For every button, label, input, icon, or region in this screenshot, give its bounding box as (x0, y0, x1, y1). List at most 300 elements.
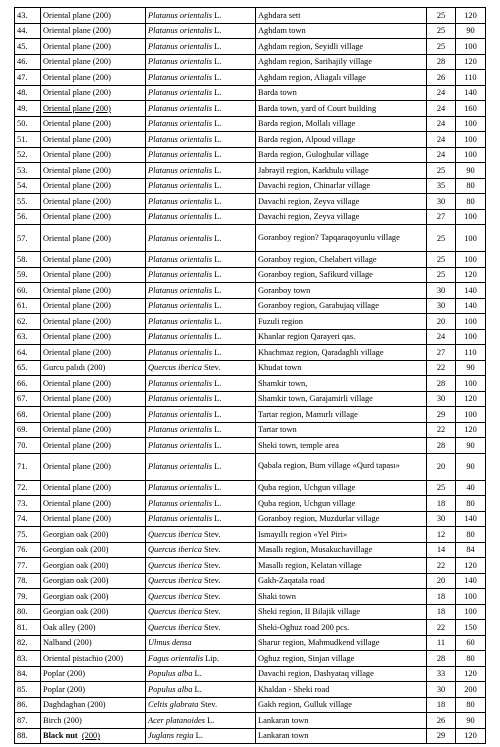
latin-name: Platanus orientalis (148, 483, 212, 493)
common-name: Oriental plane (200) (43, 378, 111, 388)
location-cell: Barda region, Alpoud village (256, 132, 427, 148)
girth-cell: 100 (456, 604, 486, 620)
height-cell: 33 (427, 666, 456, 682)
author-abbrev: L. (214, 498, 222, 508)
row-number-cell: 79. (15, 589, 41, 605)
row-number-cell: 47. (15, 70, 41, 86)
location-cell: Khanlar region Qarayeri qas. (256, 329, 427, 345)
girth-cell: 80 (456, 194, 486, 210)
row-number-cell: 75. (15, 527, 41, 543)
latin-name-cell (146, 376, 256, 392)
location-cell: Jabrayil region, Karkhulu village (256, 163, 427, 179)
author-abbrev: L. (214, 316, 222, 326)
height-cell: 22 (427, 360, 456, 376)
latin-name-cell (146, 194, 256, 210)
girth-cell: 90 (456, 163, 486, 179)
latin-name-cell (146, 147, 256, 163)
latin-name: Platanus orientalis (148, 425, 212, 435)
row-number-cell: 68. (15, 407, 41, 423)
common-name: Oriental plane (200) (43, 150, 111, 160)
latin-name-cell (146, 422, 256, 438)
row-number-cell: 48. (15, 85, 41, 101)
common-name-cell (41, 116, 146, 132)
location-cell: Aghdam region, Sarihajily village (256, 54, 427, 70)
author-abbrev: L. (214, 212, 222, 222)
common-name: Black nut (43, 731, 78, 741)
latin-name-cell (146, 39, 256, 55)
latin-name-cell (146, 589, 256, 605)
row-number-cell: 81. (15, 620, 41, 636)
latin-name-cell (146, 252, 256, 268)
latin-name: Platanus orientalis (148, 498, 212, 508)
latin-name-cell (146, 163, 256, 179)
girth-cell: 160 (456, 101, 486, 117)
common-name: Oriental plane (200) (43, 196, 111, 206)
common-name: Oriental plane (200) (43, 134, 111, 144)
latin-name: Platanus orientalis (148, 270, 212, 280)
latin-name: Platanus orientalis (148, 440, 212, 450)
common-name: Oriental plane (200) (43, 88, 111, 98)
row-number-cell: 53. (15, 163, 41, 179)
height-cell: 24 (427, 85, 456, 101)
table-row (15, 267, 486, 283)
author-abbrev: Stev. (200, 700, 218, 710)
latin-name-cell (146, 23, 256, 39)
latin-name: Quercus iberica (148, 607, 202, 617)
table-row (15, 697, 486, 713)
height-cell: 25 (427, 267, 456, 283)
author-abbrev: Stev. (203, 607, 221, 617)
height-cell: 27 (427, 209, 456, 225)
row-number-cell: 49. (15, 101, 41, 117)
author-abbrev: L. (214, 196, 222, 206)
common-name: Georgian oak (200) (43, 545, 109, 555)
location-cell: Davachi region, Chinarlar village (256, 178, 427, 194)
common-name: Oriental plane (200) (43, 41, 111, 51)
height-cell: 11 (427, 635, 456, 651)
author-abbrev: L. (214, 332, 222, 342)
location-cell: Davachi region, Zeyva village (256, 209, 427, 225)
author-abbrev: Stev. (203, 560, 221, 570)
author-abbrev: L. (214, 254, 222, 264)
latin-name: Platanus orientalis (148, 103, 212, 113)
latin-name-cell (146, 496, 256, 512)
height-cell: 14 (427, 542, 456, 558)
girth-cell: 100 (456, 252, 486, 268)
common-name-cell (41, 39, 146, 55)
row-number-cell: 85. (15, 682, 41, 698)
latin-name-cell (146, 314, 256, 330)
latin-name-cell (146, 651, 256, 667)
height-cell: 24 (427, 116, 456, 132)
author-abbrev: L. (207, 715, 215, 725)
latin-name: Platanus orientalis (148, 332, 212, 342)
row-number-cell: 63. (15, 329, 41, 345)
latin-name-cell (146, 345, 256, 361)
height-cell: 30 (427, 391, 456, 407)
latin-name-cell (146, 666, 256, 682)
table-row (15, 511, 486, 527)
height-cell: 27 (427, 345, 456, 361)
common-name: Oriental plane (200) (43, 10, 111, 20)
row-number-cell: 60. (15, 283, 41, 299)
height-cell: 22 (427, 422, 456, 438)
latin-name-cell (146, 209, 256, 225)
location-cell: Qabala region, Bum village «Qurd tapası» (256, 453, 427, 480)
common-name-cell (41, 391, 146, 407)
row-number-cell: 71. (15, 453, 41, 480)
row-number-cell: 45. (15, 39, 41, 55)
latin-name-cell (146, 697, 256, 713)
common-name-cell (41, 252, 146, 268)
girth-cell: 110 (456, 70, 486, 86)
common-name-cell (41, 453, 146, 480)
table-row (15, 314, 486, 330)
author-abbrev: L. (214, 301, 222, 311)
location-cell: Khachmaz region, Qaradaghlı village (256, 345, 427, 361)
common-name-cell (41, 682, 146, 698)
table-row (15, 604, 486, 620)
author-abbrev: L. (214, 440, 222, 450)
girth-cell: 80 (456, 697, 486, 713)
latin-name-cell (146, 620, 256, 636)
location-cell: Tartar town (256, 422, 427, 438)
row-number-cell: 44. (15, 23, 41, 39)
latin-name-cell (146, 682, 256, 698)
common-name-cell (41, 298, 146, 314)
row-number-cell: 61. (15, 298, 41, 314)
latin-name: Platanus orientalis (148, 285, 212, 295)
table-row (15, 480, 486, 496)
common-name: Georgian oak (200) (43, 607, 109, 617)
row-number-cell: 67. (15, 391, 41, 407)
latin-name-cell (146, 85, 256, 101)
common-name-cell (41, 558, 146, 574)
author-abbrev: Stev. (203, 591, 221, 601)
location-cell: Masallı region, Kelatan village (256, 558, 427, 574)
common-name: Oriental plane (200) (43, 514, 111, 524)
latin-name: Platanus orientalis (148, 57, 212, 67)
location-cell: Masallı region, Musakuchavillage (256, 542, 427, 558)
location-cell: Barda town, yard of Court building (256, 101, 427, 117)
row-number-cell: 64. (15, 345, 41, 361)
tree-register-table (14, 7, 486, 744)
author-abbrev: L. (214, 514, 222, 524)
latin-name: Acer platanoides (148, 715, 205, 725)
height-cell: 28 (427, 376, 456, 392)
girth-cell: 90 (456, 438, 486, 454)
common-name-cell (41, 345, 146, 361)
author-abbrev: L. (214, 10, 222, 20)
latin-name-cell (146, 101, 256, 117)
latin-name: Platanus orientalis (148, 212, 212, 222)
row-number-cell: 58. (15, 252, 41, 268)
row-number-cell: 82. (15, 635, 41, 651)
girth-cell: 120 (456, 54, 486, 70)
common-name: Oriental plane (200) (43, 57, 111, 67)
common-name: Birch (200) (43, 715, 82, 725)
common-name-cell (41, 8, 146, 24)
location-cell: Shamkir town, (256, 376, 427, 392)
girth-cell: 80 (456, 651, 486, 667)
girth-cell: 84 (456, 542, 486, 558)
common-name: Oriental plane (200) (43, 498, 111, 508)
common-name-cell (41, 573, 146, 589)
common-name-cell (41, 651, 146, 667)
row-number-cell: 59. (15, 267, 41, 283)
table-row (15, 225, 486, 252)
common-name-cell (41, 329, 146, 345)
girth-cell: 120 (456, 8, 486, 24)
table-row (15, 542, 486, 558)
location-cell: Shamkir town, Garajamirli village (256, 391, 427, 407)
author-abbrev: Stev. (203, 363, 221, 373)
girth-cell: 120 (456, 422, 486, 438)
row-number-cell: 54. (15, 178, 41, 194)
row-number-cell: 88. (15, 728, 41, 744)
latin-name-cell (146, 573, 256, 589)
table-row (15, 209, 486, 225)
location-cell: Fuzuli region (256, 314, 427, 330)
common-name-cell (41, 527, 146, 543)
common-name: Oriental plane (200) (43, 165, 111, 175)
author-abbrev: L. (214, 41, 222, 51)
table-row (15, 163, 486, 179)
latin-name: Platanus orientalis (148, 88, 212, 98)
location-cell: Goranboy region, Garabujaq village (256, 298, 427, 314)
common-name-cell (41, 70, 146, 86)
height-cell: 18 (427, 604, 456, 620)
height-cell: 12 (427, 527, 456, 543)
common-name-cell (41, 314, 146, 330)
row-number-cell: 80. (15, 604, 41, 620)
latin-name-cell (146, 178, 256, 194)
latin-name-cell (146, 728, 256, 744)
latin-name: Platanus orientalis (148, 119, 212, 129)
common-name: Oak alley (200) (43, 622, 96, 632)
table-row (15, 728, 486, 744)
height-cell: 24 (427, 329, 456, 345)
table-row (15, 101, 486, 117)
height-cell: 18 (427, 697, 456, 713)
common-name-cell (41, 267, 146, 283)
girth-cell: 120 (456, 558, 486, 574)
common-name: Oriental plane (200) (43, 347, 111, 357)
common-name-cell (41, 209, 146, 225)
height-cell: 26 (427, 713, 456, 729)
girth-cell: 100 (456, 314, 486, 330)
table-row (15, 635, 486, 651)
table-row (15, 252, 486, 268)
common-name-cell (41, 54, 146, 70)
latin-name: Celtis glabrata (148, 700, 199, 710)
height-cell: 20 (427, 573, 456, 589)
latin-name-cell (146, 453, 256, 480)
common-name: Oriental plane (200) (43, 26, 111, 36)
row-number-cell: 77. (15, 558, 41, 574)
author-abbrev: L. (194, 669, 202, 679)
location-cell: Lankaran town (256, 728, 427, 744)
common-name: Oriental plane (200) (43, 72, 111, 82)
girth-cell: 100 (456, 209, 486, 225)
author-abbrev: L. (214, 181, 222, 191)
location-cell: Quba region, Uchgun village (256, 496, 427, 512)
common-name: Oriental plane (200) (43, 212, 111, 222)
table-row (15, 329, 486, 345)
author-abbrev: Stev. (203, 576, 221, 586)
table-row (15, 573, 486, 589)
latin-name: Platanus orientalis (148, 394, 212, 404)
girth-cell: 100 (456, 39, 486, 55)
latin-name: Platanus orientalis (148, 301, 212, 311)
location-cell: Goranboy region, Safikurd village (256, 267, 427, 283)
height-cell: 26 (427, 70, 456, 86)
girth-cell: 80 (456, 527, 486, 543)
location-cell: Sheki region, II Bilajik village (256, 604, 427, 620)
latin-name: Quercus iberica (148, 529, 202, 539)
girth-cell: 140 (456, 511, 486, 527)
location-cell: Gakh region, Gulluk village (256, 697, 427, 713)
latin-name: Quercus iberica (148, 622, 202, 632)
row-number-cell: 66. (15, 376, 41, 392)
table-row (15, 666, 486, 682)
table-row (15, 620, 486, 636)
height-cell: 30 (427, 298, 456, 314)
latin-name: Platanus orientalis (148, 10, 212, 20)
table-body (15, 8, 486, 744)
height-cell: 35 (427, 178, 456, 194)
girth-cell: 150 (456, 620, 486, 636)
table-row (15, 147, 486, 163)
latin-name: Populus alba (148, 669, 193, 679)
height-cell: 30 (427, 194, 456, 210)
common-name-cell (41, 376, 146, 392)
table-row (15, 39, 486, 55)
common-name-cell (41, 225, 146, 252)
location-cell: Khaldan - Sheki road (256, 682, 427, 698)
location-cell: Barda town (256, 85, 427, 101)
common-name: Oriental plane (200) (43, 285, 111, 295)
height-cell: 22 (427, 558, 456, 574)
table-row (15, 23, 486, 39)
latin-name-cell (146, 8, 256, 24)
common-name: Oriental plane (200) (43, 270, 111, 280)
author-abbrev: L. (214, 347, 222, 357)
common-name: Poplar (200) (43, 684, 86, 694)
latin-name: Platanus orientalis (148, 378, 212, 388)
common-name: Georgian oak (200) (43, 529, 109, 539)
height-cell: 28 (427, 651, 456, 667)
table-row (15, 8, 486, 24)
latin-name: Platanus orientalis (148, 196, 212, 206)
common-name-cell (41, 589, 146, 605)
latin-name: Platanus orientalis (148, 181, 212, 191)
table-row (15, 496, 486, 512)
common-name: Oriental plane (200) (43, 394, 111, 404)
author-abbrev: Stev. (203, 622, 221, 632)
table-row (15, 453, 486, 480)
common-name-cell (41, 713, 146, 729)
row-number-cell: 51. (15, 132, 41, 148)
common-name-cell (41, 438, 146, 454)
latin-name: Quercus iberica (148, 560, 202, 570)
latin-name: Ulmus densa (148, 638, 192, 648)
row-number-cell: 56. (15, 209, 41, 225)
height-cell: 24 (427, 132, 456, 148)
author-abbrev: L. (214, 26, 222, 36)
row-number-cell: 43. (15, 8, 41, 24)
common-name-cell (41, 496, 146, 512)
girth-cell: 90 (456, 453, 486, 480)
location-cell: Goranboy region, Chelabert village (256, 252, 427, 268)
height-cell: 24 (427, 101, 456, 117)
common-name: Oriental plane (200) (43, 181, 111, 191)
author-abbrev: L. (214, 483, 222, 493)
location-cell: Goranboy region? Tapqaraqoyunlu village (256, 225, 427, 252)
location-cell: Lankaran town (256, 713, 427, 729)
table-row (15, 283, 486, 299)
common-name: Oriental plane (200) (43, 119, 111, 129)
common-name-cell (41, 697, 146, 713)
author-abbrev: L. (214, 72, 222, 82)
common-name-cell (41, 178, 146, 194)
latin-name-cell (146, 558, 256, 574)
location-cell: Aghdam town (256, 23, 427, 39)
girth-cell: 120 (456, 666, 486, 682)
common-name-cell (41, 194, 146, 210)
author-abbrev: L. (214, 285, 222, 295)
location-cell: Goranboy town (256, 283, 427, 299)
girth-cell: 100 (456, 116, 486, 132)
author-abbrev: Stev. (203, 529, 221, 539)
common-name-cell (41, 604, 146, 620)
author-abbrev: L. (214, 150, 222, 160)
height-cell: 18 (427, 589, 456, 605)
height-cell: 25 (427, 252, 456, 268)
girth-cell: 90 (456, 23, 486, 39)
author-abbrev: L. (195, 731, 203, 741)
common-name-cell (41, 635, 146, 651)
latin-name-cell (146, 713, 256, 729)
table-row (15, 178, 486, 194)
height-cell: 30 (427, 682, 456, 698)
latin-name-cell (146, 604, 256, 620)
location-cell: Barda region, Mollalı village (256, 116, 427, 132)
location-cell: Davachi region, Zeyva village (256, 194, 427, 210)
common-name: Oriental plane (200) (43, 440, 111, 450)
table-row (15, 438, 486, 454)
location-cell: Khudat town (256, 360, 427, 376)
location-cell: Quba region, Uchgun village (256, 480, 427, 496)
table-row (15, 407, 486, 423)
latin-name: Juglans regia (148, 731, 194, 741)
common-name: Georgian oak (200) (43, 591, 109, 601)
common-name: Oriental plane (200) (43, 409, 111, 419)
latin-name: Platanus orientalis (148, 254, 212, 264)
height-cell: 30 (427, 283, 456, 299)
common-name: Poplar (200) (43, 669, 86, 679)
table-row (15, 527, 486, 543)
height-cell: 29 (427, 407, 456, 423)
location-cell: Ismayıllı region «Yel Piri» (256, 527, 427, 543)
location-cell: Oghuz region, Sinjan village (256, 651, 427, 667)
height-cell: 25 (427, 480, 456, 496)
common-name: Georgian oak (200) (43, 560, 109, 570)
row-number-cell: 83. (15, 651, 41, 667)
author-abbrev: L. (214, 462, 222, 471)
common-name-cell (41, 85, 146, 101)
table-row (15, 132, 486, 148)
